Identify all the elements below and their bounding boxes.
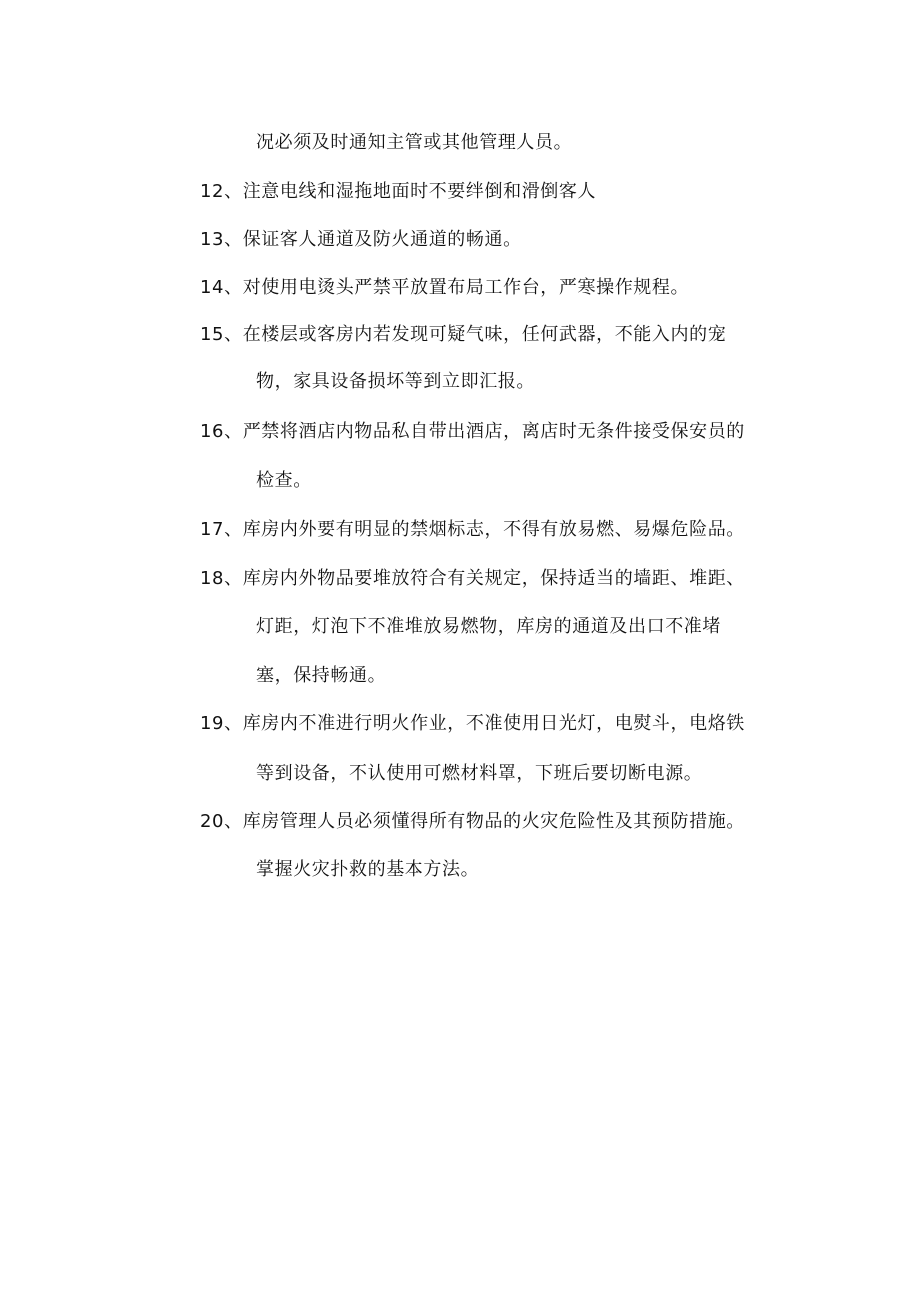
list-item-16-continuation: 检查。	[256, 470, 312, 491]
list-item-20-continuation: 掌握火灾扑救的基本方法。	[256, 859, 480, 880]
list-item-18: 18、库房内外物品要堆放符合有关规定，保持适当的墙距、堆距、	[200, 568, 745, 589]
list-item-17: 17、库房内外要有明显的禁烟标志，不得有放易燃、易爆危险品。	[200, 519, 745, 540]
list-item-19-continuation: 等到设备，不认使用可燃材料罩，下班后要切断电源。	[256, 763, 703, 784]
list-item-18-continuation-2: 塞，保持畅通。	[256, 665, 387, 686]
text-line: 况必须及时通知主管或其他管理人员。	[256, 132, 573, 153]
list-item-18-continuation-1: 灯距，灯泡下不准堆放易燃物，库房的通道及出口不准堵	[256, 616, 721, 637]
list-item-20: 20、库房管理人员必须懂得所有物品的火灾危险性及其预防措施。	[200, 811, 745, 832]
list-item-12: 12、注意电线和湿拖地面时不要绊倒和滑倒客人	[200, 181, 597, 202]
list-item-16: 16、严禁将酒店内物品私自带出酒店，离店时无条件接受保安员的	[200, 421, 745, 442]
list-item-15: 15、在楼层或客房内若发现可疑气味，任何武器，不能入内的宠	[200, 324, 727, 345]
list-item-19: 19、库房内不准进行明火作业，不准使用日光灯，电熨斗，电烙铁	[200, 713, 745, 734]
list-item-13: 13、保证客人通道及防火通道的畅通。	[200, 229, 522, 250]
list-item-14: 14、对使用电烫头严禁平放置布局工作台，严寒操作规程。	[200, 277, 690, 298]
list-item-15-continuation: 物，家具设备损坏等到立即汇报。	[256, 371, 535, 392]
